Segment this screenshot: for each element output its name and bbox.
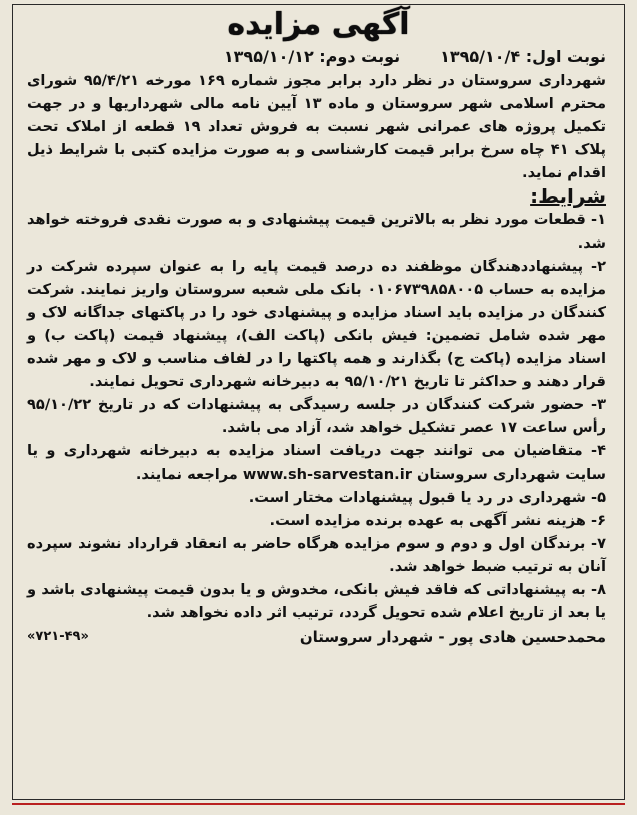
notice-title: آگهی مزایده bbox=[227, 7, 410, 42]
intro-paragraph: شهرداری سروستان در نظر دارد برابر مجوز شماره ۱۶۹ مورخه ۹۵/۴/۲۱ شورای محترم اسلامی شهر سروستان و ماده ۱۳ آیین نامه مالی شهرداریها و در جهت تکمیل پروژه های عمرانی شهر نسبت به فروش تعداد ۱۹ قطعه از املاک تحت پلاک ۴۱ چاه سرخ برابر قیمت کارشناسی و به صورت مزایده کتبی با شرایط ذیل اقدام نماید. bbox=[27, 72, 606, 182]
condition-item-2: ۲- پیشنهاددهندگان موظفند ده درصد قیمت پایه را به عنوان سپرده شرکت در مزایده به حساب ۰۱۰۶۷۳۹۸۵۸۰۰۵ بانک ملی شعبه سروستان واریز نمایند. شرکت کنندگان در مزایده باید اسناد مزایده و پیشنهادی خود را در پاکتهای جداگانه لاک و مهر شده شامل تضمین: فیش بانکی (پاکت الف)، پیشنهاد قیمت (پاکت ب) و اسناد مزایده (پاکت ج) بگذارند و همه پاکتها را در لفاف مناسب و لاک و مهر شده قرار دهند و حداکثر تا تاریخ ۹۵/۱۰/۲۱ به دبیرخانه شهرداری تحویل نمایند. bbox=[27, 257, 606, 391]
condition-item-5: ۵- شهرداری در رد یا قبول پیشنهادات مختار است. bbox=[248, 488, 606, 506]
round-two-date: نوبت دوم: ۱۳۹۵/۱۰/۱۲ bbox=[223, 47, 401, 66]
condition-item-4: ۴- متقاضیان می توانند جهت دریافت اسناد مزایده به دبیرخانه شهرداری و یا سایت شهرداری سروستان www.sh-sarvestan.ir مراجعه نمایند. bbox=[27, 442, 606, 483]
notice-code: «۷۲۱-۴۹» bbox=[27, 629, 89, 645]
condition-item-6: ۶- هزینه نشر آگهی به عهده برنده مزایده است. bbox=[269, 511, 606, 529]
notice-body bbox=[13, 45, 624, 649]
publication-dates bbox=[27, 45, 606, 69]
conditions-list bbox=[27, 208, 606, 624]
condition-item-8: ۸- به پیشنهاداتی که فاقد فیش بانکی، مخدوش و یا بدون قیمت پیشنهادی باشد و یا بعد از تاریخ اعلام شده تحویل گردد، ترتیب اثر داده نخواهد شد. bbox=[27, 580, 606, 622]
bottom-divider bbox=[12, 803, 625, 811]
condition-item-7: ۷- برندگان اول و دوم و سوم مزایده هرگاه حاضر به انعقاد قرارداد نشوند سپرده آنان به ترتیب ضبط خواهد شد. bbox=[27, 534, 606, 575]
signature: محمدحسین هادی پور - شهردار سروستان bbox=[299, 628, 606, 647]
signature-row bbox=[27, 625, 606, 649]
condition-item-3: ۳- حضور شرکت کنندگان در جلسه رسیدگی به پیشنهادات که در تاریخ ۹۵/۱۰/۲۲ رأس ساعت ۱۷ عصر تشکیل خواهد شد، آزاد می باشد. bbox=[27, 396, 606, 437]
notice-frame bbox=[12, 4, 625, 800]
round-one-date: نوبت اول: ۱۳۹۵/۱۰/۴ bbox=[440, 47, 606, 66]
condition-item-1: ۱- قطعات مورد نظر به بالاترین قیمت پیشنهادی و به صورت نقدی فروخته خواهد شد. bbox=[27, 211, 606, 252]
conditions-heading: شرایط: bbox=[530, 184, 606, 209]
